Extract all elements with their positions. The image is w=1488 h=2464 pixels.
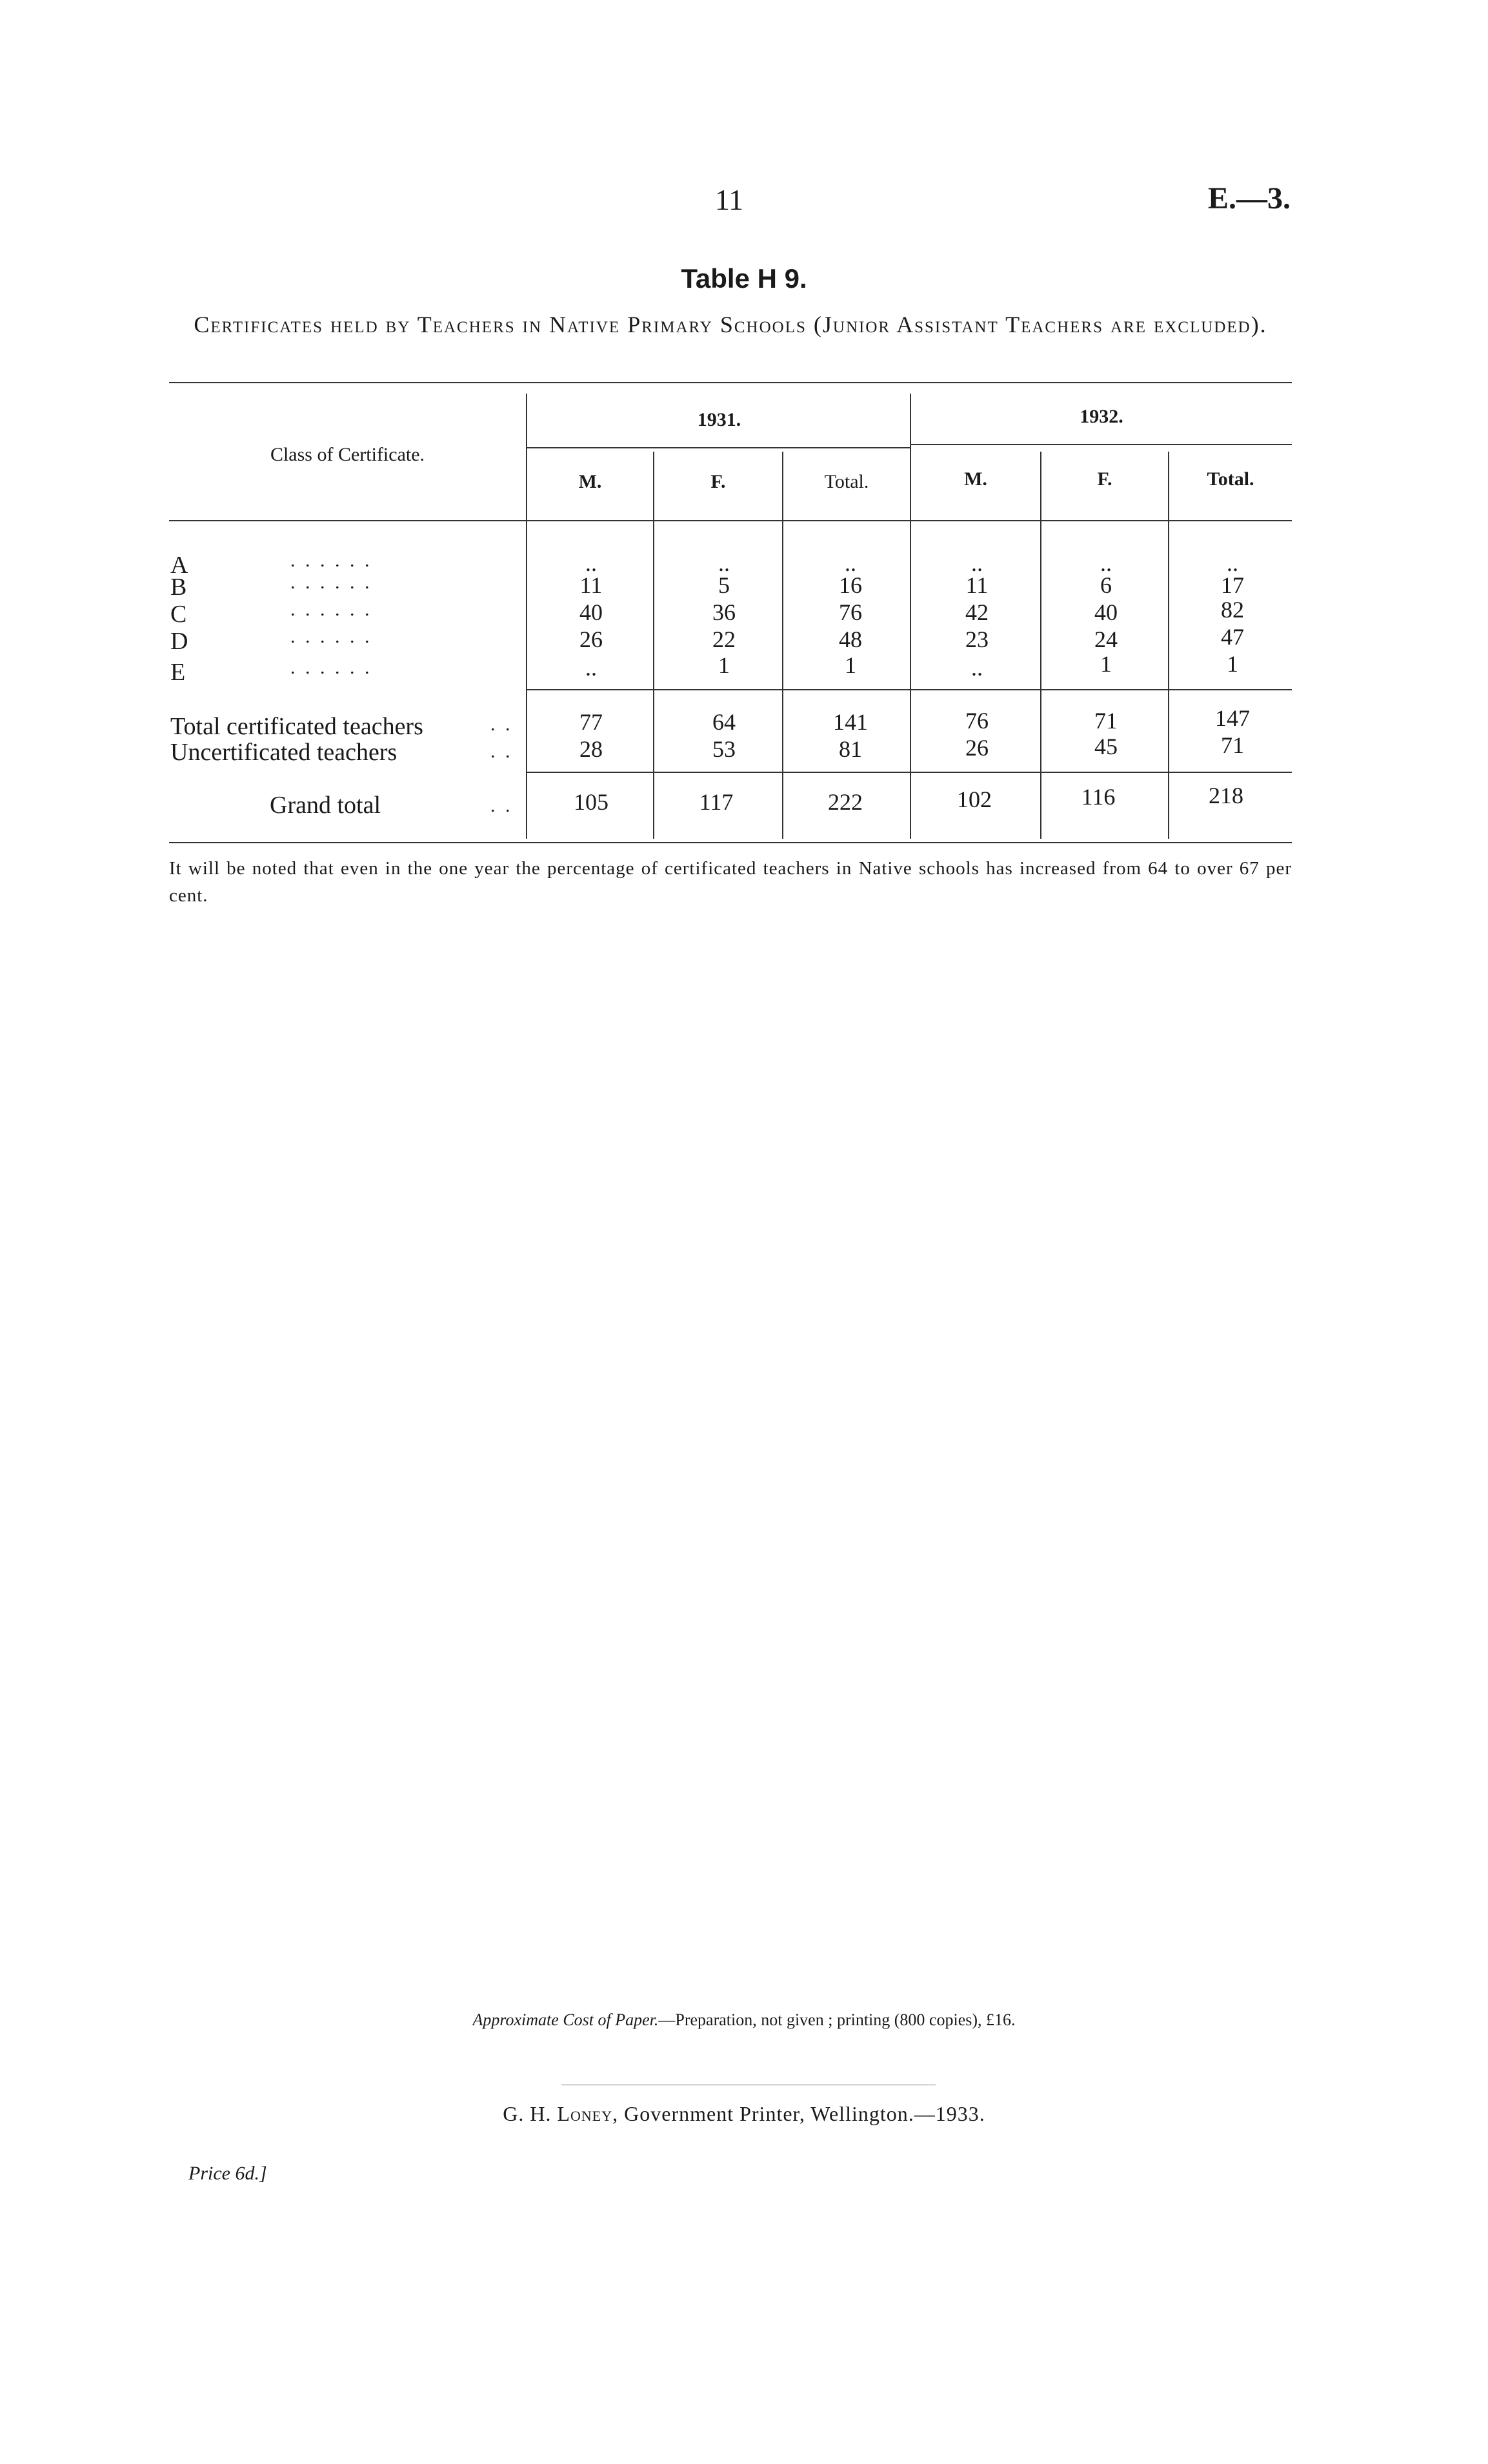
cell: 222 [828,789,863,815]
header-bottom-rule [169,520,1292,521]
cell: 102 [957,786,992,812]
cell: 218 [1209,783,1243,808]
header-year-1932: 1932. [1080,406,1123,427]
col-sep-4 [910,394,911,839]
col-sep-2 [653,452,654,839]
leader-dots: . . [490,795,513,816]
cell: 40 [579,599,603,625]
page-number: 11 [714,183,744,216]
cost-line [0,2010,1488,2030]
header-year-1931: 1931. [697,409,741,430]
header-1932-f: F. [1097,468,1112,490]
row-label: C [170,601,187,628]
row-label: Total certificated teachers [170,713,423,740]
col-sep-1 [526,394,527,839]
printer-name: G. H. Loney [503,2102,613,2125]
cell: 147 [1215,705,1250,731]
cell: 28 [579,736,603,762]
header-1932-total: Total. [1207,468,1254,490]
cell: .. [971,655,983,681]
header-1931-m: M. [578,471,602,492]
col-sep-3 [782,452,783,839]
row-label: Uncertificated teachers [170,739,397,766]
printer-line [0,2102,1488,2126]
header-1931-f: F. [710,471,726,492]
cell: 141 [833,709,868,735]
table-caption: Certificates held by Teachers in Native Primary Schools (Junior Assistant Teachers are excluded). [194,312,1267,337]
row-label: D [170,628,188,655]
cell: 71 [1094,708,1118,734]
table-top-rule [169,382,1292,383]
cell: 45 [1094,734,1118,759]
row-label: B [170,574,187,601]
col-sep-6 [1168,452,1169,839]
col-sep-5 [1040,452,1041,839]
cell: 22 [712,626,736,652]
cell: 26 [965,735,989,761]
cell: 16 [839,572,862,598]
cell: 17 [1221,572,1244,598]
cell: 40 [1094,599,1118,625]
year-1931-underline [527,447,911,448]
cell: 1 [1227,651,1238,677]
leader-dots: . . . . . . [290,657,372,678]
row-label: Grand total [270,792,381,819]
cost-label: Approximate Cost of Paper. [472,2010,659,2029]
price-line: Price 6d.] [188,2163,267,2184]
cell: .. [971,550,983,576]
cell: 117 [699,789,734,815]
cell: .. [585,655,597,681]
cell: 82 [1221,597,1244,623]
cell: 23 [965,626,989,652]
leader-dots: . . . . . . [290,572,372,593]
cell: .. [585,550,597,576]
cell: 76 [839,599,862,625]
leader-dots: . . [490,714,513,735]
cell: 5 [718,572,730,598]
printer-text: , Government Printer, Wellington.—1933. [612,2102,985,2125]
cell: 81 [839,736,862,762]
cell: 64 [712,709,736,735]
cell: .. [1100,550,1112,576]
leader-dots: . . . . . . [290,550,372,571]
cell: 6 [1100,572,1112,598]
row-label: A [170,552,188,579]
report-code: E.—3. [1207,181,1291,215]
cell: 71 [1221,732,1244,758]
leader-dots: . . [490,741,513,762]
cell: 24 [1094,626,1118,652]
cell: 116 [1081,784,1116,810]
cell: 11 [965,572,989,598]
cell: 47 [1221,624,1244,650]
cell: 76 [965,708,989,734]
cell: 11 [579,572,603,598]
cell: .. [1227,550,1238,576]
cell: 105 [574,789,608,815]
cost-text: —Preparation, not given ; printing (800 copies), £16. [658,2010,1016,2029]
cell: 77 [579,709,603,735]
header-1932-m: M. [964,468,987,490]
cell: 1 [718,652,730,678]
cell: 1 [845,652,856,678]
cell: 36 [712,599,736,625]
leader-dots: . . . . . . [290,599,372,620]
header-class-of-certificate: Class of Certificate. [270,444,425,465]
header-1931-total: Total. [824,471,869,492]
cell: 53 [712,736,736,762]
table-title: Table H 9. [681,263,807,294]
cell: .. [845,550,856,576]
cell: 1 [1100,651,1112,677]
table-bottom-rule [169,842,1292,843]
row-label: E [170,659,186,686]
table-note: It will be noted that even in the one year the percentage of certificated teachers in Native schools has increased from 64 to over 67 per cent. [169,858,1292,906]
year-1932-underline [911,444,1292,445]
cell: .. [718,550,730,576]
cell: 42 [965,599,989,625]
cell: 48 [839,626,862,652]
leader-dots: . . . . . . [290,626,372,647]
cell: 26 [579,626,603,652]
